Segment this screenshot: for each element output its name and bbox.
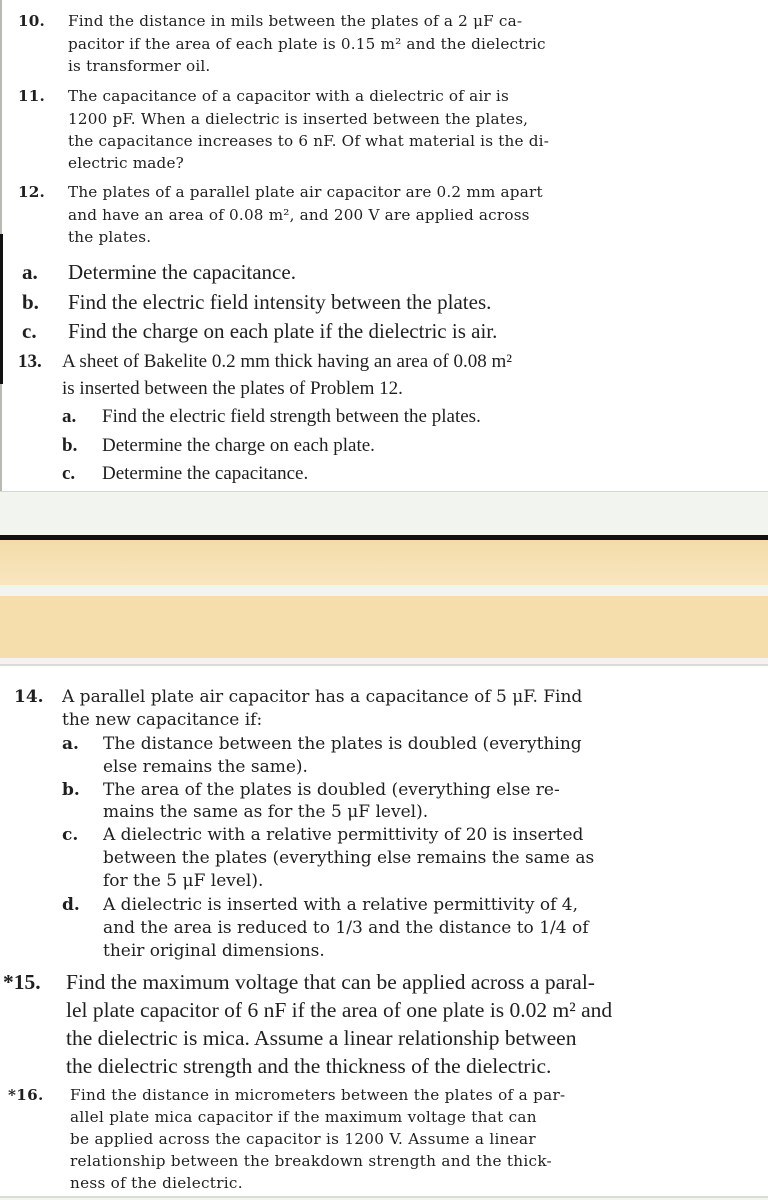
problem-number: a. xyxy=(62,734,79,754)
problem-number: c. xyxy=(62,825,79,845)
problem-text-line: Determine the capacitance. xyxy=(102,463,309,484)
problem-number: *16. xyxy=(8,1086,44,1104)
problem-number: 12. xyxy=(18,183,46,201)
problem-number: b. xyxy=(62,435,78,456)
problem-text-line: A dielectric is inserted with a relative permittivity of 4, xyxy=(103,895,579,915)
problem-text-line: 1200 pF. When a dielectric is inserted between the plates, xyxy=(68,110,529,128)
problem-text-line: is inserted between the plates of Problem 12. xyxy=(62,378,403,399)
problem-text-line: allel plate mica capacitor if the maximum voltage that can xyxy=(70,1108,537,1126)
problem-text-line: the dielectric is mica. Assume a linear relationship between xyxy=(66,1026,577,1050)
bottom-document-page xyxy=(0,664,768,1198)
problem-number: *15. xyxy=(3,970,41,994)
page-bottom-border xyxy=(0,491,768,492)
problem-text-line: be applied across the capacitor is 1200 V. Assume a linear xyxy=(70,1130,536,1148)
problem-text-line: between the plates (everything else remains the same as xyxy=(103,848,595,868)
problem-text-line: A sheet of Bakelite 0.2 mm thick having an area of 0.08 m² xyxy=(62,351,512,372)
problem-text-line: and have an area of 0.08 m², and 200 V are applied across xyxy=(68,206,530,224)
problem-text-line: else remains the same). xyxy=(103,757,308,777)
problem-text-line: The capacitance of a capacitor with a dielectric of air is xyxy=(68,87,509,105)
problem-number: c. xyxy=(22,319,37,343)
problem-text-line: Find the maximum voltage that can be applied across a paral- xyxy=(66,970,595,994)
problem-text-line: and the area is reduced to 1/3 and the distance to 1/4 of xyxy=(103,918,589,938)
problem-number: a. xyxy=(62,406,77,427)
problem-text-line: the plates. xyxy=(68,228,152,246)
problem-text-line: relationship between the breakdown strength and the thick- xyxy=(70,1152,552,1170)
problem-text-line: A dielectric with a relative permittivity of 20 is inserted xyxy=(103,825,584,845)
problem-number: 14. xyxy=(14,687,44,707)
problem-text-line: Determine the charge on each plate. xyxy=(102,435,375,456)
problem-text-line: mains the same as for the 5 μF level). xyxy=(103,802,429,822)
problem-number: 11. xyxy=(18,87,46,105)
problem-number: 13. xyxy=(18,351,42,372)
problem-text-line: Find the charge on each plate if the dielectric is air. xyxy=(68,319,498,343)
problem-text-line: the capacitance increases to 6 nF. Of what material is the di- xyxy=(68,132,550,150)
problem-number: d. xyxy=(62,895,80,915)
problem-text-line: Find the electric field intensity between the plates. xyxy=(68,290,492,314)
problem-text-line: is transformer oil. xyxy=(68,57,211,75)
problem-number: c. xyxy=(62,463,76,484)
problem-text-line: their original dimensions. xyxy=(103,941,325,961)
problem-text-line: electric made? xyxy=(68,154,185,172)
page-separator-band xyxy=(0,596,768,658)
problem-number: b. xyxy=(62,780,80,800)
left-margin-marker xyxy=(0,234,3,384)
problem-text-line: Find the electric field strength between the plates. xyxy=(102,406,481,427)
problem-text-line: The plates of a parallel plate air capacitor are 0.2 mm apart xyxy=(68,183,543,201)
problem-text-line: A parallel plate air capacitor has a capacitance of 5 μF. Find xyxy=(62,687,583,707)
problem-text-line: The distance between the plates is doubled (everything xyxy=(103,734,582,754)
problem-text-line: pacitor if the area of each plate is 0.15 m² and the dielectric xyxy=(68,35,546,53)
problem-text-line: The area of the plates is doubled (everything else re- xyxy=(103,780,560,800)
problem-text-line: ness of the dielectric. xyxy=(70,1174,243,1192)
problem-text-line: Find the distance in micrometers between the plates of a par- xyxy=(70,1086,566,1104)
problem-number: b. xyxy=(22,290,39,314)
problem-text-line: the new capacitance if: xyxy=(62,710,263,730)
problem-text-line: the dielectric strength and the thickness of the dielectric. xyxy=(66,1054,552,1078)
top-document-page xyxy=(0,0,768,492)
problem-number: 10. xyxy=(18,12,46,30)
page-separator-band xyxy=(0,535,768,585)
problem-text-line: for the 5 μF level). xyxy=(103,871,264,891)
problem-number: a. xyxy=(22,260,38,284)
problem-text-line: lel plate capacitor of 6 nF if the area of one plate is 0.02 m² and xyxy=(66,998,613,1022)
problem-text-line: Determine the capacitance. xyxy=(68,260,296,284)
problem-text-line: Find the distance in mils between the plates of a 2 μF ca- xyxy=(68,12,523,30)
